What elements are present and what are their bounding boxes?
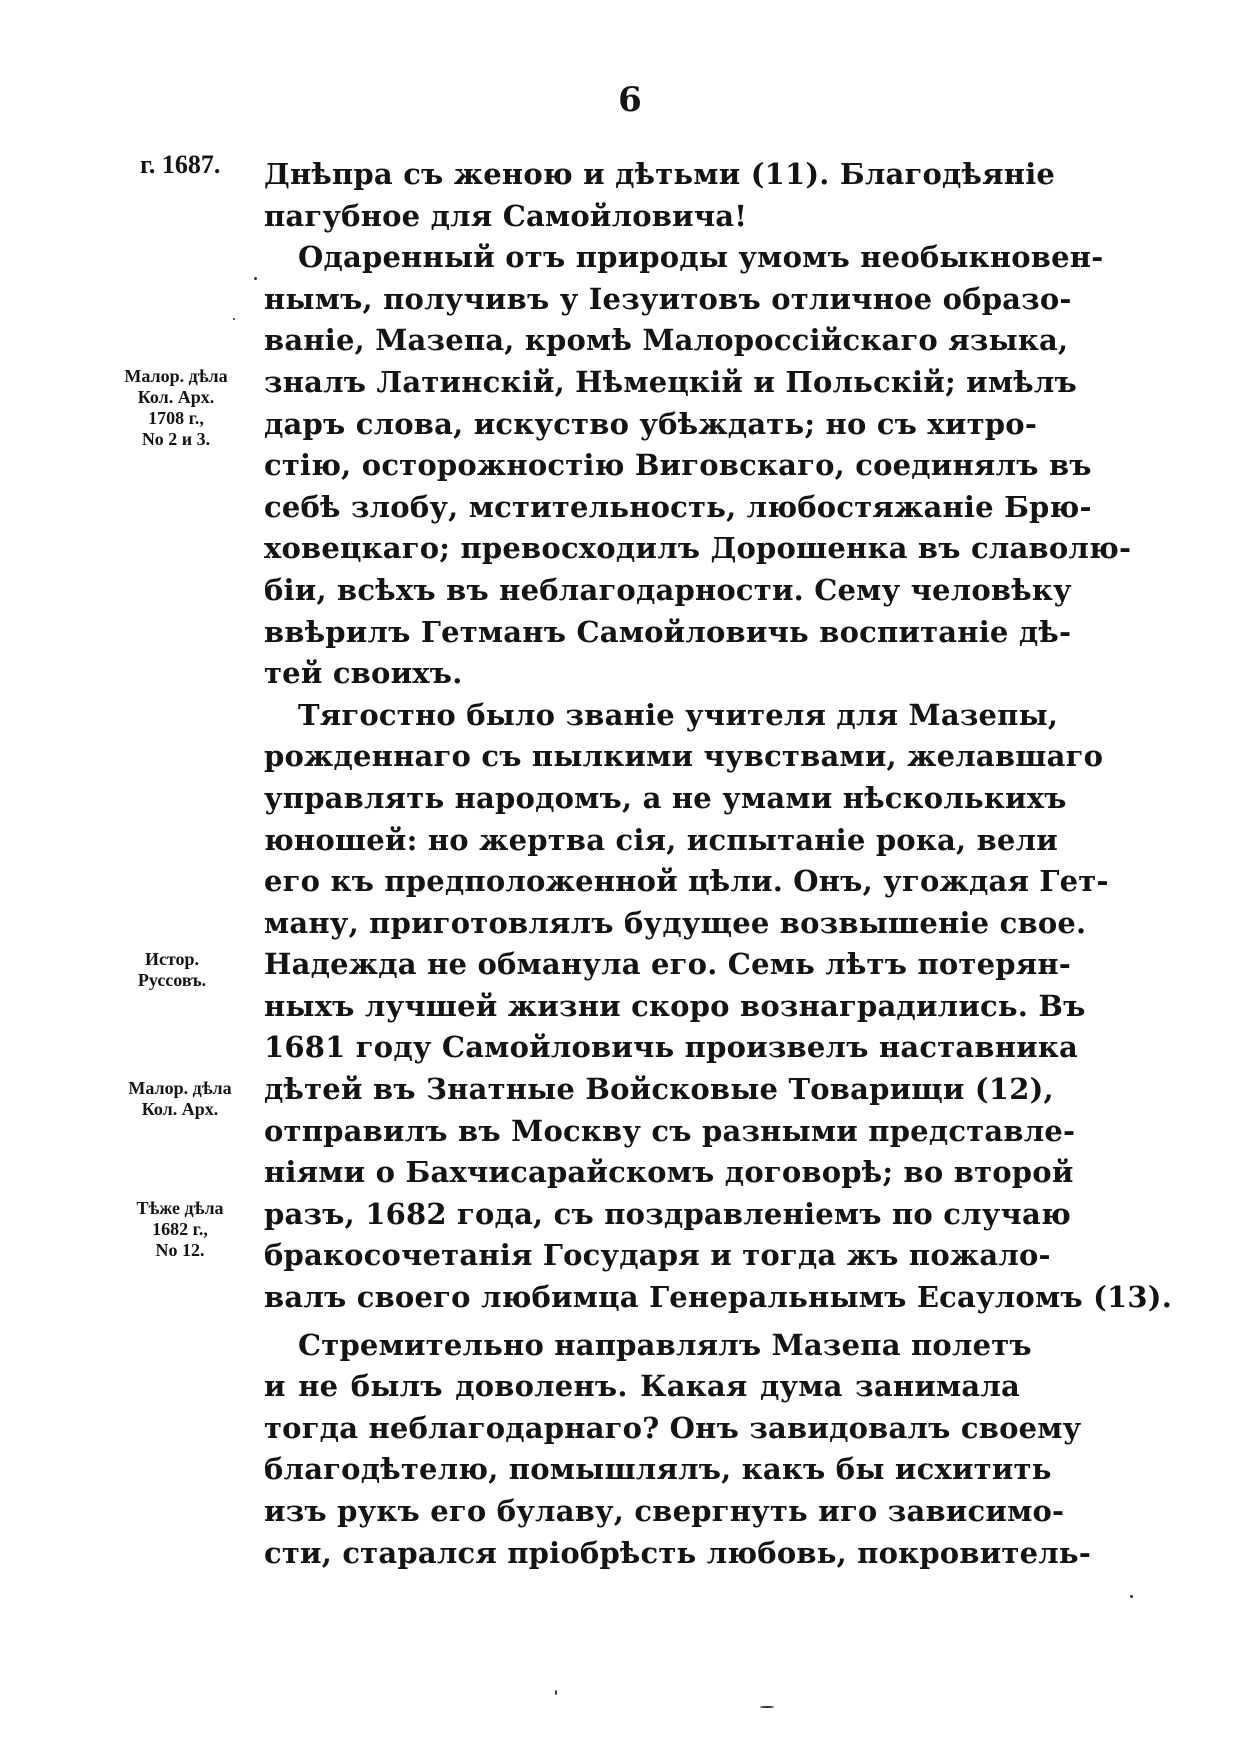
margin-note-line: Руссовъ. <box>137 970 207 990</box>
margin-note-line: Истор. <box>144 949 200 969</box>
margin-note-1 <box>96 366 256 450</box>
margin-note-line: Кол. Арх. <box>137 387 215 407</box>
text-line: рожденнаго съ пылкими чувствами, желавшаго <box>264 739 1104 774</box>
margin-year: г. 1687. <box>140 150 221 179</box>
margin-note-line: 1682 г., <box>152 1219 208 1239</box>
text-line: благодѣтелю, помышлялъ, какъ бы исхитить <box>264 1452 1052 1487</box>
text-line: 1681 году Самойловичь произвелъ наставника <box>264 1030 1078 1065</box>
margin-note-line: No 2 и 3. <box>141 429 211 449</box>
text-line: Стремительно направлялъ Мазепа полетъ <box>298 1327 1032 1362</box>
text-line: Днѣпра съ женою и дѣтьми (11). Благодѣяніе <box>264 157 1056 191</box>
text-line: даръ слова, искуство убѣждать; но съ хитро- <box>264 406 1038 441</box>
body-text <box>264 154 1172 1574</box>
text-line: тей своихъ. <box>264 656 463 691</box>
margin-note-line: 1708 г., <box>148 408 204 428</box>
text-line: тогда неблагодарнаго? Онъ завидовалъ своему <box>264 1410 1082 1445</box>
text-line: ввѣрилъ Гетманъ Самойловичь воспитаніе дѣ- <box>264 614 1072 649</box>
text-line: стію, осторожностію Виговскаго, соединялъ въ <box>264 448 1092 483</box>
scan-speck <box>233 318 235 320</box>
text-line: біи, всѣхъ въ неблагодарности. Сему человѣку <box>264 572 1072 607</box>
text-line: зналъ Латинскій, Нѣмецкій и Польскій; имѣлъ <box>264 364 1077 399</box>
text-line: себѣ злобу, мстительность, любостяжаніе Брю- <box>264 489 1092 524</box>
scan-speck <box>1130 1595 1133 1598</box>
scan-speck <box>760 1706 774 1708</box>
margin-note-4 <box>100 1198 260 1261</box>
margin-note-line: Малор. дѣла <box>128 1078 232 1098</box>
text-line: юношей: но жертва сія, испытаніе рока, вели <box>264 822 1058 857</box>
page-number: 6 <box>618 80 642 120</box>
text-line: ховецкаго; превосходилъ Дорошенка въ славолю- <box>264 531 1132 566</box>
text-line: ману, приготовлялъ будущее возвышеніе свое. <box>264 905 1087 940</box>
text-line: и не былъ доволенъ. Какая дума занимала <box>264 1369 1020 1404</box>
text-line: бракосочетанія Государя и тогда жъ пожало- <box>264 1238 1051 1273</box>
text-line: управлять народомъ, а не умами нѣсколькихъ <box>264 780 1067 815</box>
margin-note-line: No 12. <box>155 1240 205 1260</box>
margin-note-3 <box>100 1078 260 1120</box>
text-line: ваніе, Мазепа, кромѣ Малороссійскаго языка, <box>264 323 1069 358</box>
text-line: сти, старался пріобрѣсть любовь, покровитель- <box>264 1535 1091 1570</box>
text-line: разъ, 1682 года, съ поздравленіемъ по случаю <box>264 1196 1071 1231</box>
scan-speck <box>254 277 257 280</box>
text-line: дѣтей въ Знатные Войсковые Товарищи (12), <box>264 1072 1054 1107</box>
text-line: отправилъ въ Москву съ разными представле- <box>264 1113 1076 1148</box>
margin-note-2 <box>92 949 252 991</box>
text-line: Одаренный отъ природы умомъ необыкновен- <box>298 240 1104 275</box>
scan-speck <box>555 1690 557 1695</box>
text-line: валъ своего любимца Генеральнымъ Есауломъ (13). <box>264 1280 1172 1315</box>
text-line: Тягостно было званіе учителя для Мазепы, <box>298 697 1059 732</box>
text-line: изъ рукъ его булаву, свергнуть иго зависимо- <box>264 1494 1065 1528</box>
text-line: пагубное для Самойловича! <box>264 198 748 233</box>
margin-note-line: Кол. Арх. <box>141 1099 219 1119</box>
text-line: ныхъ лучшей жизни скоро вознаградились. Въ <box>264 988 1086 1023</box>
text-line: Надежда не обманула его. Семь лѣтъ потерян- <box>264 947 1071 982</box>
text-line: его къ предположенной цѣли. Онъ, угождая Гет- <box>264 864 1109 899</box>
margin-note-line: Малор. дѣла <box>124 366 228 386</box>
margin-note-line: Тѣже дѣла <box>136 1198 224 1218</box>
text-line: нымъ, получивъ у Іезуитовъ отличное образо- <box>264 281 1072 316</box>
text-line: ніями о Бахчисарайскомъ договорѣ; во второй <box>264 1155 1074 1190</box>
